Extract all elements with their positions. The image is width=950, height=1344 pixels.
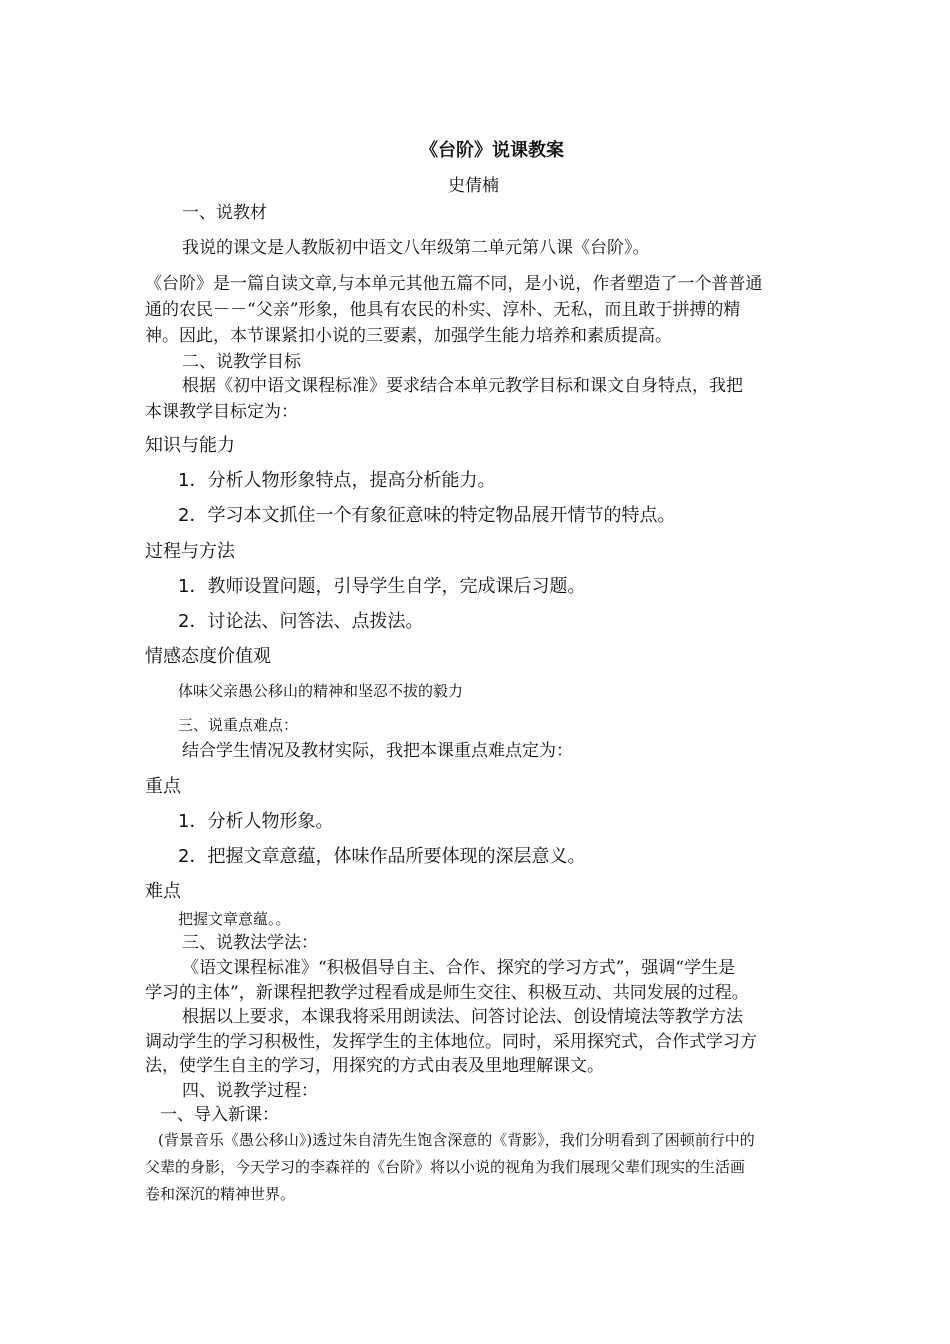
paragraph-line: 《台阶》是一篇自读文章,与本单元其他五篇不同，是小说，作者塑造了一个普普通 xyxy=(145,274,763,294)
section-heading: 四、说教学过程： xyxy=(182,1081,318,1101)
paragraph-line: 父辈的身影，今天学习的李森祥的《台阶》将以小说的视角为我们展现父辈们现实的生活画 xyxy=(145,1158,746,1176)
key-title: 重点 xyxy=(145,776,181,797)
goal-title: 知识与能力 xyxy=(145,435,235,456)
document-author: 史倩楠 xyxy=(448,176,499,196)
difficult-title: 难点 xyxy=(145,881,181,902)
document-title: 《台阶》说课教案 xyxy=(420,140,564,161)
goal-item: 1．分析人物形象特点，提高分析能力。 xyxy=(178,470,496,491)
paragraph-line: 本课教学目标定为： xyxy=(145,402,298,422)
paragraph-line: (背景音乐《愚公移山》)透过朱自清先生饱含深意的《背影》，我们分明看到了困顿前行中的 xyxy=(158,1131,755,1149)
paragraph-line: 我说的课文是人教版初中语文八年级第二单元第八课《台阶》。 xyxy=(182,238,650,258)
paragraph-line: 学习的主体”，新课程把教学过程看成是师生交往、积极互动、共同发展的过程。 xyxy=(145,983,749,1003)
paragraph-line: 结合学生情况及教材实际，我把本课重点难点定为： xyxy=(182,741,573,761)
paragraph-line: 通的农民－－“父亲”形象，他具有农民的朴实、淳朴、无私，而且敢于拼搏的精 xyxy=(145,300,741,320)
goal-item: 2．学习本文抓住一个有象征意味的特定物品展开情节的特点。 xyxy=(178,505,676,526)
key-item: 1．分析人物形象。 xyxy=(178,811,334,832)
subsection-heading: 一、导入新课： xyxy=(160,1105,279,1125)
section-heading: 三、说教法学法： xyxy=(182,933,318,953)
paragraph-line: 根据《初中语文课程标准》要求结合本单元教学目标和课文自身特点，我把 xyxy=(182,376,743,396)
paragraph-line: 卷和深沉的精神世界。 xyxy=(145,1185,296,1203)
goal-text: 体味父亲愚公移山的精神和坚忍不拔的毅力 xyxy=(178,682,464,700)
section-heading: 三、说重点难点： xyxy=(178,716,299,734)
paragraph-line: 神。因此，本节课紧扣小说的三要素，加强学生能力培养和素质提高。 xyxy=(145,326,672,346)
paragraph-line: 根据以上要求，本课我将采用朗读法、问答讨论法、创设情境法等教学方法 xyxy=(182,1007,743,1027)
paragraph-line: 调动学生的学习积极性，发挥学生的主体地位。同时，采用探究式，合作式学习方 xyxy=(145,1032,757,1052)
section-heading: 一、说教材 xyxy=(182,203,267,223)
goal-item: 1．教师设置问题，引导学生自学，完成课后习题。 xyxy=(178,576,586,597)
difficult-text: 把握文章意蕴。。 xyxy=(178,910,291,928)
paragraph-line: 法，使学生自主的学习，用探究的方式由表及里地理解课文。 xyxy=(145,1056,604,1076)
section-heading: 二、说教学目标 xyxy=(182,352,301,372)
goal-title: 情感态度价值观 xyxy=(145,646,271,667)
goal-title: 过程与方法 xyxy=(145,541,235,562)
paragraph-line: 《语文课程标准》“积极倡导自主、合作、探究的学习方式”，强调“学生是 xyxy=(182,958,736,978)
key-item: 2．把握文章意蕴，体味作品所要体现的深层意义。 xyxy=(178,846,586,867)
goal-item: 2．讨论法、问答法、点拨法。 xyxy=(178,611,424,632)
